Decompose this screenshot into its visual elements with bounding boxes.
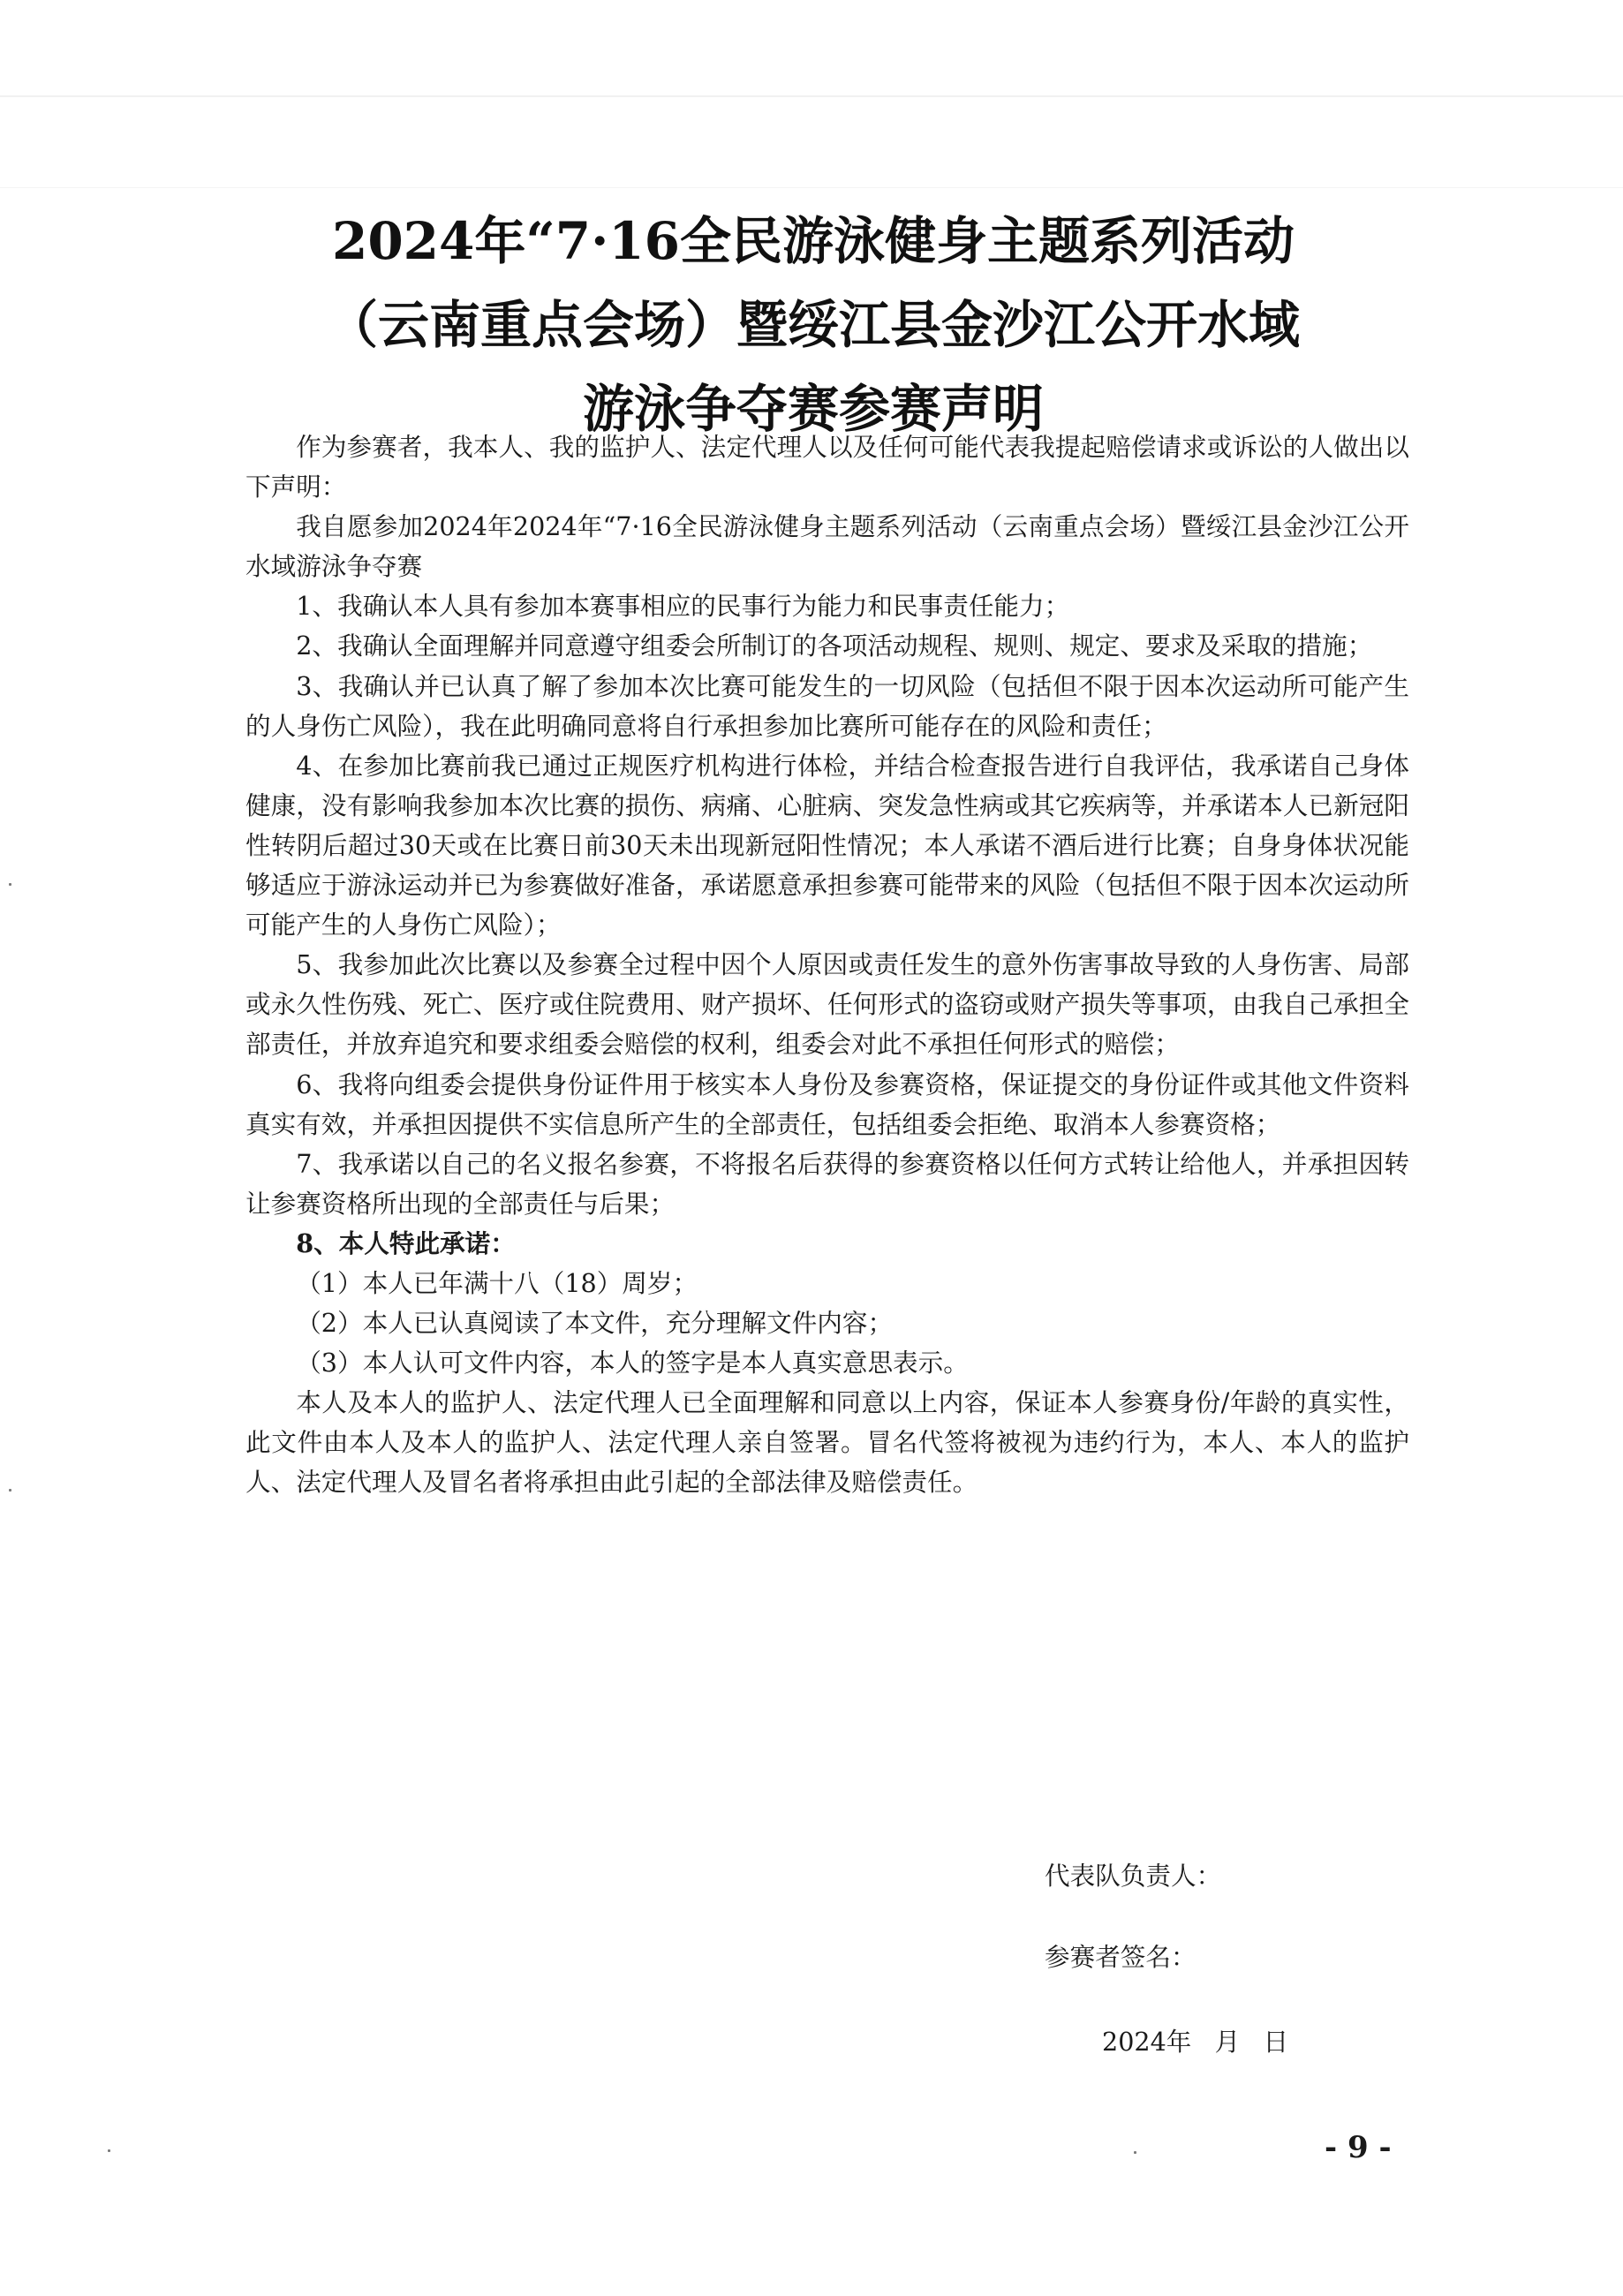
page-number: - 9 -: [1325, 2130, 1392, 2165]
scan-speck: [9, 1489, 11, 1492]
clause-6: 6、我将向组委会提供身份证件用于核实本人身份及参赛资格，保证提交的身份证件或其他文件资料真实有效，并承担因提供不实信息所产生的全部责任，包括组委会拒绝、取消本人参赛资格；: [245, 1069, 1409, 1139]
scan-speck: [9, 883, 11, 886]
clause-5: 5、我参加此次比赛以及参赛全过程中因个人原因或责任发生的意外伤害事故导致的人身伤害、局部或永久性伤残、死亡、医疗或住院费用、财产损坏、任何形式的盗窃或财产损失等事项，由我自己承担全部责任，并放弃追究和要求组委会赔偿的权利，组委会对此不承担任何形式的赔偿；: [245, 949, 1409, 1060]
clause-8-heading: 8、本人特此承诺：: [296, 1227, 516, 1258]
commitment-1: （1）本人已年满十八（18）周岁；: [296, 1267, 698, 1298]
intro-paragraph: 作为参赛者，我本人、我的监护人、法定代理人以及任何可能代表我提起赔偿请求或诉讼的人做出以下声明：: [245, 432, 1409, 502]
title-line-3: 游泳争夺赛参赛声明: [582, 379, 1044, 439]
clause-2: 2、我确认全面理解并同意遵守组委会所制订的各项活动规程、规则、规定、要求及采取的措施；: [296, 631, 1373, 661]
scan-edge-line: [0, 95, 1623, 97]
signature-date-line: 2024年 月 日: [1102, 2027, 1289, 2057]
clause-3: 3、我确认并已认真了解了参加本次比赛可能发生的一切风险（包括但不限于因本次运动所可能产生的人身伤亡风险），我在此明确同意将自行承担参加比赛所可能存在的风险和责任；: [245, 670, 1409, 741]
closing-paragraph: 本人及本人的监护人、法定代理人已全面理解和同意以上内容，保证本人参赛身份/年龄的真实性，此文件由本人及本人的监护人、法定代理人亲自签署。冒名代签将被视为违约行为，本人、本人的监护人、法定代理人及冒名者将承担由此引起的全部法律及赔偿责任。: [245, 1387, 1409, 1498]
scan-edge-line: [0, 187, 1623, 188]
commitment-2: （2）本人已认真阅读了本文件，充分理解文件内容；: [296, 1308, 894, 1339]
clause-1: 1、我确认本人具有参加本赛事相应的民事行为能力和民事责任能力；: [296, 591, 1070, 622]
document-title: [212, 200, 1415, 451]
declaration-body: [245, 427, 1409, 1503]
clause-4: 4、在参加比赛前我已通过正规医疗机构进行体检，并结合检查报告进行自我评估，我承诺自己身体健康，没有影响我参加本次比赛的损伤、病痛、心脏病、突发急性病或其它疾病等，并承诺本人已新冠阳性转阴后超过30天或在比赛日前30天未出现新冠阳性情况；本人承诺不酒后进行比赛；自身身体状况能够适应于游泳运动并已为参赛做好准备，承诺愿意承担参赛可能带来的风险（包括但不限于因本次运动所可能产生的人身伤亡风险）；: [245, 750, 1409, 940]
scan-speck: [1134, 2151, 1136, 2154]
team-leader-signature-label: 代表队负责人：: [1045, 1861, 1222, 1891]
commitment-3: （3）本人认可文件内容，本人的签字是本人真实意思表示。: [296, 1348, 969, 1378]
scan-speck: [108, 2149, 110, 2152]
clause-7: 7、我承诺以自己的名义报名参赛，不将报名后获得的参赛资格以任何方式转让给他人，并承担因转让参赛资格所出现的全部责任与后果；: [245, 1148, 1409, 1219]
title-line-1: 2024年“7·16全民游泳健身主题系列活动: [331, 211, 1295, 271]
participation-paragraph: 我自愿参加2024年2024年“7·16全民游泳健身主题系列活动（云南重点会场）暨绥江县金沙江公开水域游泳争夺赛: [245, 511, 1409, 582]
participant-signature-label: 参赛者签名：: [1045, 1942, 1196, 1972]
title-line-2: （云南重点会场）暨绥江县金沙江公开水域: [326, 295, 1300, 355]
